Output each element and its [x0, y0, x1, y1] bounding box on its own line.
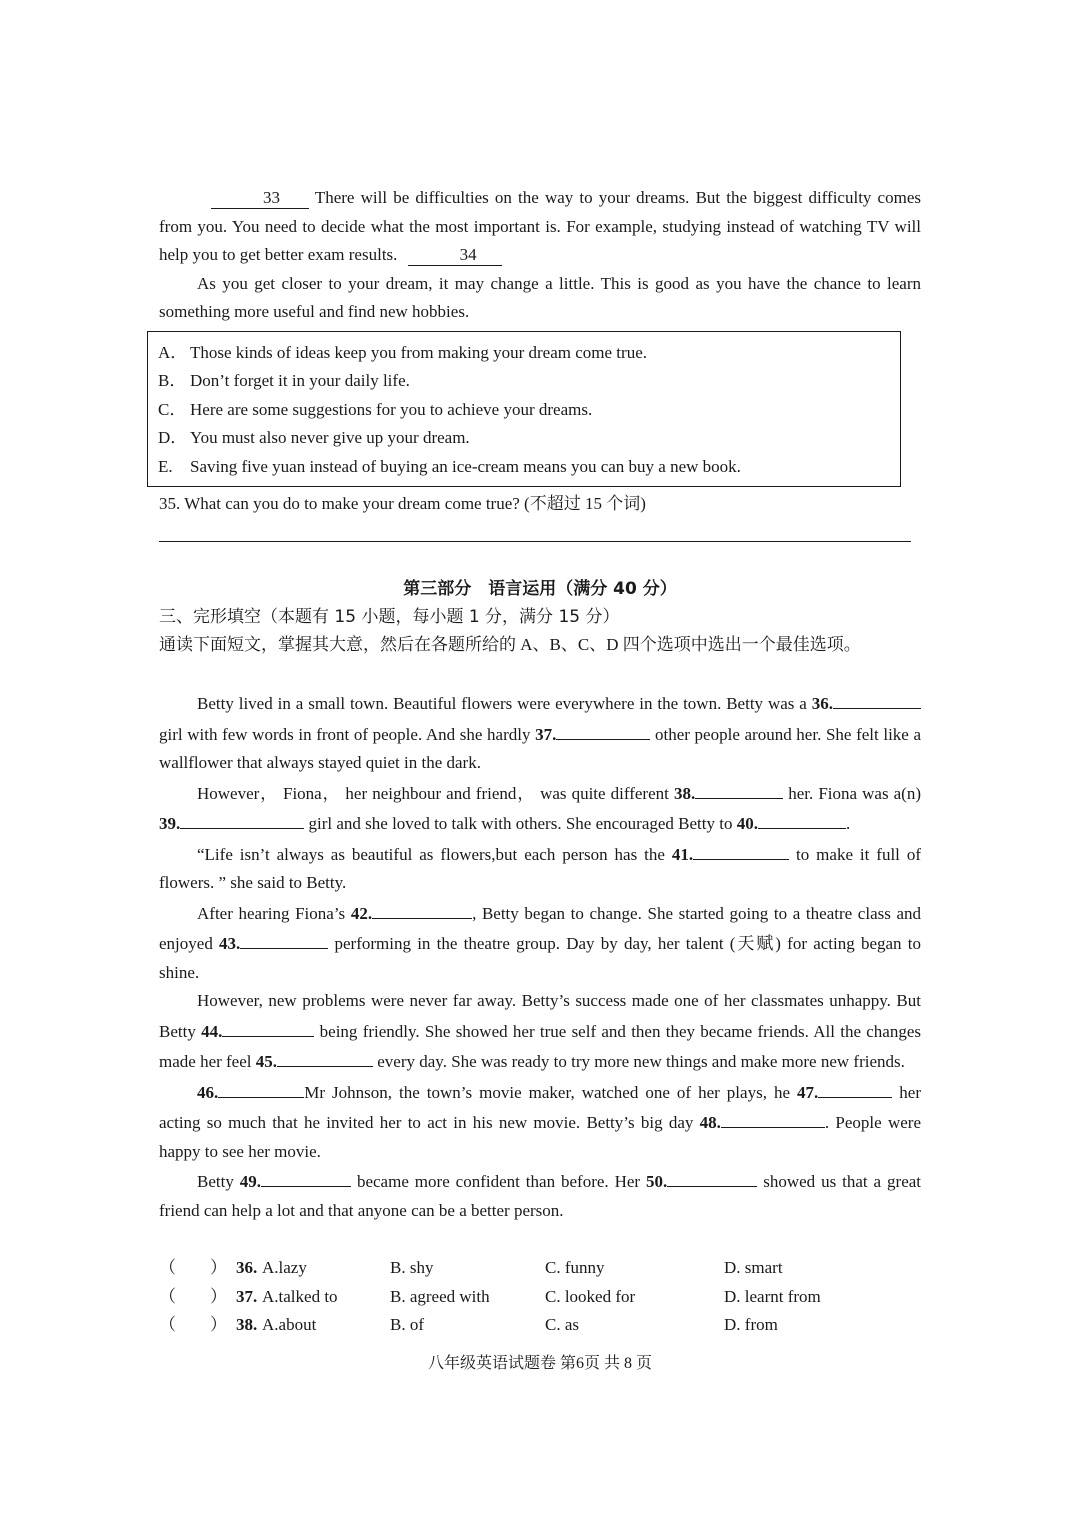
blank-number: 40.: [736, 814, 758, 833]
sentence-options-box: [147, 331, 901, 487]
option-letter: B．: [158, 371, 187, 391]
story-paragraph: [159, 987, 921, 1077]
option-letter: C．: [158, 399, 187, 419]
story-paragraph: [159, 778, 921, 839]
choice-a[interactable]: A.talked to: [262, 1286, 338, 1306]
answer-blank-34[interactable]: 34: [408, 245, 502, 266]
choice-b[interactable]: B. of: [390, 1315, 424, 1334]
choice-b[interactable]: B. shy: [390, 1258, 434, 1277]
reading-passage: [159, 184, 921, 327]
answer-bracket[interactable]: （ ）: [159, 1286, 227, 1306]
choice-number: 37.: [236, 1286, 258, 1306]
choice-b[interactable]: B. agreed with: [390, 1286, 490, 1306]
choice-number: 38.: [236, 1315, 258, 1334]
choice-c[interactable]: C. funny: [545, 1258, 605, 1277]
cloze-blank-48[interactable]: [721, 1107, 825, 1128]
option-item: [158, 367, 900, 395]
cloze-blank-49[interactable]: [261, 1166, 351, 1187]
choice-d[interactable]: D. from: [724, 1315, 778, 1334]
option-letter: E.: [158, 456, 173, 476]
passage-text: As you get closer to your dream, it may change a little. This is good as you have the chance to learn something more useful and find new hobbies.: [159, 273, 921, 321]
choice-number: 36.: [236, 1258, 258, 1277]
cloze-blank-41[interactable]: [693, 839, 789, 860]
story-paragraph: [159, 898, 921, 988]
story-text: Mr Johnson, the town’s movie maker, watched one of her plays, he: [304, 1082, 790, 1102]
choice-row: [159, 1311, 921, 1340]
story-paragraph: [159, 1077, 921, 1167]
cloze-blank-45[interactable]: [277, 1046, 373, 1067]
part-title: 第三部分 语言运用（满分 40 分）: [403, 579, 677, 599]
blank-number: 38.: [673, 783, 696, 803]
blank-number: 49.: [239, 1172, 262, 1191]
story-text: girl and she loved to talk with others. She encouraged Betty to: [308, 814, 733, 833]
option-text: Saving five yuan instead of buying an ice-cream means you can buy a new book.: [190, 456, 741, 476]
passage-text: There will be difficulties on the way to your dreams. But the biggest difficulty comes from you. You need to decide what the most important is. For example, studying instead of watching TV will help you to get better exam results.: [159, 188, 921, 264]
blank-number: 39.: [159, 814, 181, 833]
passage-paragraph: [159, 270, 921, 327]
story-paragraph: [159, 688, 921, 778]
blank-number: 41.: [671, 844, 694, 864]
choice-list: [159, 1254, 921, 1340]
cloze-blank-36[interactable]: [833, 688, 921, 709]
story-text: “Life isn’t always as beautiful as flowers,but each person has the: [197, 844, 665, 864]
story-text: other people around her. She felt like a wallflower that always stayed quiet in the dark.: [159, 724, 921, 772]
option-text: Those kinds of ideas keep you from making your dream come true.: [190, 343, 647, 362]
instructions: 通读下面短文，掌握其大意，然后在各题所给的 A、B、C、D 四个选项中选出一个最佳选项。: [159, 635, 861, 654]
choice-c[interactable]: C. as: [545, 1315, 579, 1334]
story-text: performing in the theatre group. Day by day, her talent (天赋) for acting began to shine.: [159, 934, 921, 982]
choice-a[interactable]: A.about: [262, 1315, 317, 1334]
passage-paragraph: [159, 184, 921, 270]
cloze-blank-38[interactable]: [695, 778, 783, 799]
option-item: [158, 396, 900, 424]
choice-d[interactable]: D. learnt from: [724, 1286, 821, 1306]
section-title: 三、完形填空（本题有 15 小题，每小题 1 分，满分 15 分）: [159, 607, 620, 627]
blank-number: 44.: [201, 1021, 223, 1041]
story-text: girl with few words in front of people. And she hardly: [159, 724, 531, 744]
story-text: Betty lived in a small town. Beautiful flowers were everywhere in the town. Betty was a: [197, 694, 807, 713]
blank-number: 43.: [219, 934, 241, 953]
story-text: showed us that a great friend can help a lot and that anyone can be a better person.: [159, 1172, 922, 1220]
story-text: Betty: [197, 1172, 234, 1191]
cloze-blank-50[interactable]: [667, 1166, 757, 1187]
question-35: 35. What can you do to make your dream come true? (不超过 15 个词): [159, 494, 646, 513]
cloze-blank-44[interactable]: [222, 1016, 314, 1037]
story-text: However， Fiona， her neighbour and friend， was quite different: [197, 783, 669, 803]
cloze-blank-39[interactable]: [180, 808, 304, 829]
blank-number: 42.: [350, 903, 373, 923]
option-letter: D．: [158, 428, 188, 448]
blank-number: 48.: [699, 1113, 721, 1132]
blank-number: 37.: [535, 724, 557, 744]
story-text: After hearing Fiona’s: [197, 903, 346, 923]
story-text: her. Fiona was a(n): [788, 783, 922, 803]
cloze-blank-42[interactable]: [372, 898, 472, 919]
choice-d[interactable]: D. smart: [724, 1258, 783, 1277]
story-text: every day. She was ready to try more new things and make more new friends.: [377, 1052, 905, 1071]
story-text: . People were happy to see her movie.: [159, 1113, 921, 1161]
story-text: However, new problems were never far away. Betty’s success made one of her classmates unhappy. But Betty: [159, 991, 921, 1041]
option-text: Don’t forget it in your daily life.: [190, 371, 410, 391]
cloze-blank-43[interactable]: [240, 928, 328, 949]
story-text: , Betty began to change. She started going to a theatre class and enjoyed: [159, 903, 922, 953]
story-paragraph: [159, 839, 921, 898]
option-text: Here are some suggestions for you to achieve your dreams.: [190, 399, 593, 419]
answer-bracket[interactable]: （ ）: [159, 1315, 227, 1334]
cloze-blank-40[interactable]: [758, 808, 846, 829]
cloze-blank-37[interactable]: [556, 719, 650, 740]
cloze-blank-46[interactable]: [218, 1077, 304, 1098]
blank-number: 46.: [197, 1082, 219, 1102]
story-text: her acting so much that he invited her to act in his new movie. Betty’s big day: [159, 1082, 921, 1132]
blank-number: 50.: [646, 1172, 668, 1191]
option-item: [158, 339, 900, 367]
cloze-blank-47[interactable]: [818, 1077, 892, 1098]
story-text: became more confident than before. Her: [356, 1172, 641, 1191]
choice-row: [159, 1254, 921, 1283]
answer-bracket[interactable]: （ ）: [159, 1258, 227, 1277]
story-text: to make it full of flowers. ” she said to Betty.: [159, 844, 921, 892]
page-footer: 八年级英语试题卷 第6页 共 8 页: [427, 1355, 652, 1372]
answer-blank-33[interactable]: 33: [211, 188, 309, 209]
option-text: You must also never give up your dream.: [190, 428, 470, 448]
story-text: .: [845, 814, 851, 833]
blank-number: 36.: [811, 694, 834, 713]
option-item: [158, 453, 900, 481]
choice-c[interactable]: C. looked for: [545, 1286, 636, 1306]
choice-row: [159, 1283, 921, 1312]
story-paragraph: [159, 1166, 921, 1225]
cloze-passage: [159, 688, 921, 1225]
blank-number: 45.: [255, 1052, 277, 1071]
answer-line-35[interactable]: [159, 541, 911, 542]
blank-number: 47.: [797, 1082, 819, 1102]
choice-a[interactable]: A.lazy: [262, 1258, 307, 1277]
option-item: [158, 424, 900, 452]
option-letter: A．: [158, 343, 188, 362]
story-text: being friendly. She showed her true self and then they became friends. All the changes made her feel: [159, 1021, 922, 1071]
